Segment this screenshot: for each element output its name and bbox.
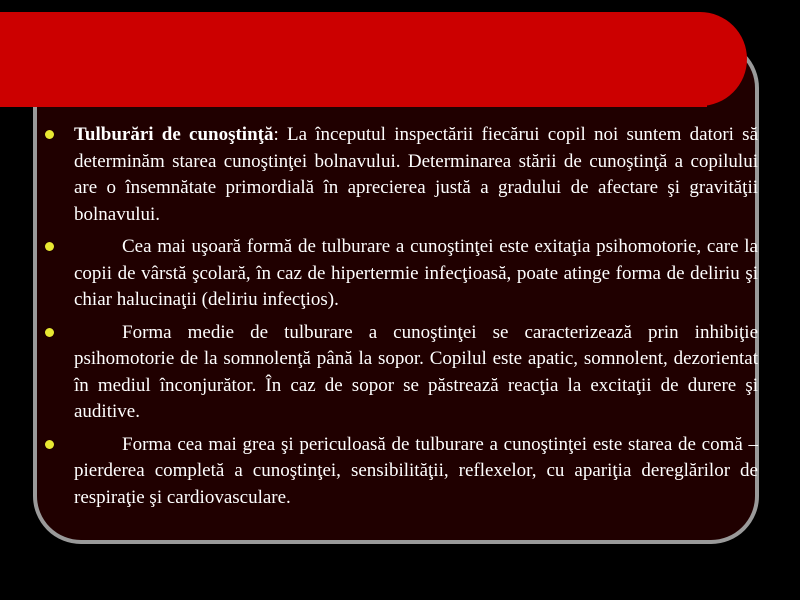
bullet-list <box>38 122 758 517</box>
title-underline <box>0 104 707 107</box>
bullet-item-forma-medie <box>38 320 758 426</box>
bullet-item-coma <box>38 432 758 512</box>
bullet-item-exitatie <box>38 234 758 314</box>
bullet-text: Forma cea mai grea şi periculoasă de tulburare a cunoştinţei este starea de comă – pierderea completă a cunoştinţei, sensibilităţii, reflexelor, cu apariţia dereglărilor de respiraţie şi cardiovasculare. <box>74 433 758 508</box>
bullet-text: Cea mai uşoară formă de tulburare a cunoştinţei este exitaţia psihomotorie, care la copii de vârstă şcolară, în caz de hipertermie infecţioasă, poate atinge forma de deliriu şi chiar halucinaţii (deliriu infecţios). <box>74 236 758 310</box>
bullet-dot-icon <box>45 130 54 139</box>
title-bar <box>0 12 747 106</box>
bullet-lead: Tulburări de cunoştinţă <box>74 124 274 145</box>
bullet-dot-icon <box>45 440 54 449</box>
bullet-text: : La începutul inspectării fiecărui copil noi suntem datori să determinăm starea cunoştinţei bolnavului. Determinarea stării de cunoştinţă a copilului are o însemnătate primordială în aprecierea justă a gradului de afectare şi gravităţii bolnavului. <box>74 124 759 225</box>
bullet-text: Forma medie de tulburare a cunoştinţei se caracterizează prin inhibiţie psihomotorie de la somnolenţă până la sopor. Copilul este apatic, somnolent, dezorientat în mediul înconjurător. În caz de sopor se păstrează reacţia la excitaţii de durere şi auditive. <box>74 321 758 422</box>
bullet-dot-icon <box>45 328 54 337</box>
bullet-item-cunostinta <box>38 122 758 228</box>
bullet-dot-icon <box>45 242 54 251</box>
